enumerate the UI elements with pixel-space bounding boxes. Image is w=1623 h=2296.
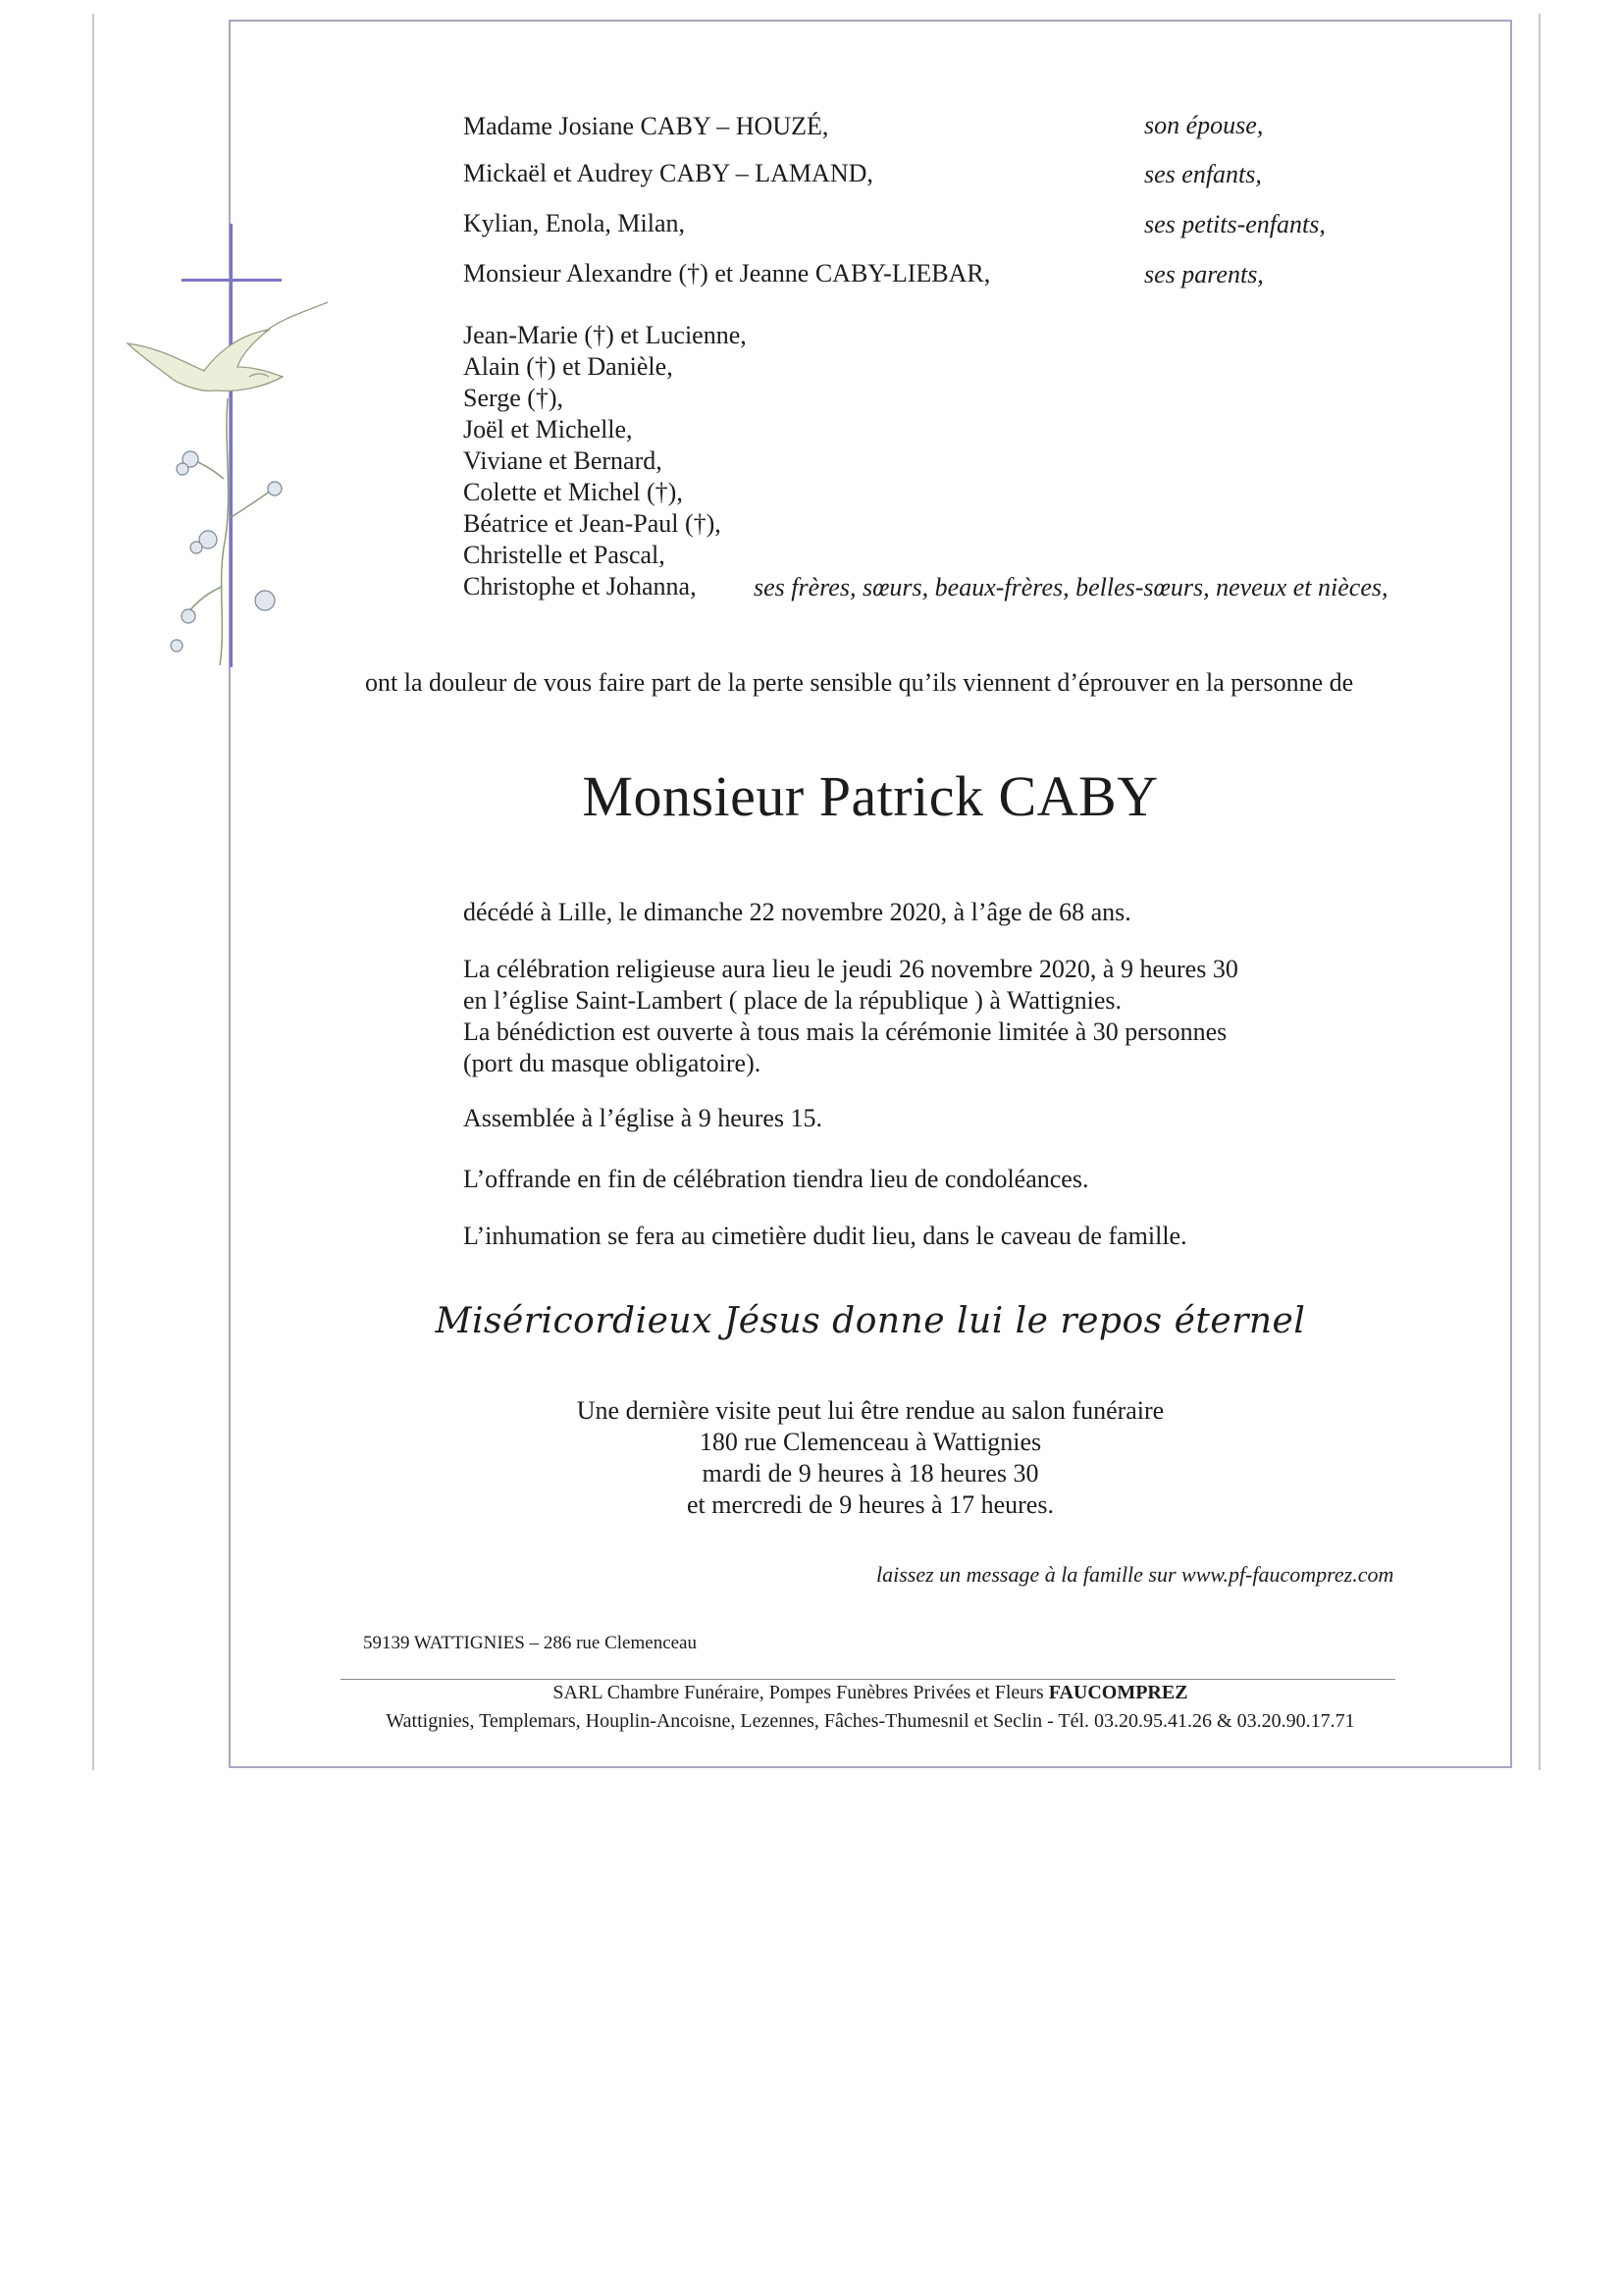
- siblings-relation: ses frères, sœurs, beaux-frères, belles-sœurs, neveux et nièces,: [754, 573, 1388, 601]
- family-relation-2: ses enfants,: [1144, 160, 1262, 188]
- family-relation-4: ses parents,: [1144, 260, 1264, 288]
- flowers-icon: [171, 451, 282, 652]
- list-item: Christophe et Johanna,: [463, 572, 697, 600]
- list-item: Viviane et Bernard,: [463, 446, 662, 475]
- family-name-3: Kylian, Enola, Milan,: [463, 209, 686, 237]
- list-item: Christelle et Pascal,: [463, 541, 665, 569]
- family-relation-3: ses petits-enfants,: [1144, 210, 1326, 238]
- visit-line: 180 rue Clemenceau à Wattignies: [699, 1428, 1042, 1456]
- footer-locations: Wattignies, Templemars, Houplin-Ancoisne, Lezennes, Fâches-Thumesnil et Seclin - Tél. 03.20.95.41.26 & 03.20.90.17.71: [386, 1710, 1355, 1732]
- list-item: Joël et Michelle,: [463, 415, 633, 444]
- family-relation-1: son épouse,: [1144, 111, 1264, 139]
- offering-details: L’offrande en fin de célébration tiendra lieu de condoléances.: [463, 1165, 1089, 1193]
- message-link[interactable]: laissez un message à la famille sur www.pf-faucomprez.com: [876, 1562, 1394, 1587]
- ceremony-details: [463, 954, 1238, 1079]
- visit-line: et mercredi de 9 heures à 17 heures.: [687, 1490, 1054, 1519]
- deceased-name: Monsieur Patrick CABY: [582, 764, 1159, 828]
- family-name-1: Madame Josiane CABY – HOUZÉ,: [463, 112, 829, 140]
- footer-company: [229, 1682, 1512, 1704]
- list-item: Serge (†),: [463, 384, 564, 412]
- ceremony-line: (port du masque obligatoire).: [463, 1049, 761, 1077]
- footer-address: 59139 WATTIGNIES – 286 rue Clemenceau: [363, 1633, 697, 1653]
- scan-edge-right: [1539, 14, 1541, 1770]
- visit-line: mardi de 9 heures à 18 heures 30: [702, 1459, 1039, 1487]
- prayer-text: Miséricordieux Jésus donne lui le repos éternel: [435, 1301, 1306, 1341]
- list-item: Alain (†) et Danièle,: [463, 352, 673, 381]
- visit-line: Une dernière visite peut lui être rendue au salon funéraire: [576, 1396, 1165, 1425]
- ceremony-line: La bénédiction est ouverte à tous mais la cérémonie limitée à 30 personnes: [463, 1018, 1228, 1046]
- ceremony-line: en l’église Saint-Lambert ( place de la république ) à Wattignies.: [463, 986, 1123, 1015]
- company-prefix: SARL Chambre Funéraire, Pompes Funèbres Privées et Fleurs: [552, 1682, 1044, 1703]
- ceremony-line: La célébration religieuse aura lieu le jeudi 26 novembre 2020, à 9 heures 30: [463, 955, 1238, 983]
- list-item: Colette et Michel (†),: [463, 478, 683, 506]
- company-name: FAUCOMPREZ: [1048, 1682, 1188, 1703]
- list-item: Béatrice et Jean-Paul (†),: [463, 509, 721, 538]
- cross-dove-decoration: [118, 224, 343, 685]
- family-name-4: Monsieur Alexandre (†) et Jeanne CABY-LIEBAR,: [463, 259, 991, 287]
- announcement-text: ont la douleur de vous faire part de la perte sensible qu’ils viennent d’éprouver en la personne de: [365, 668, 1354, 697]
- scan-edge-left: [92, 14, 94, 1770]
- dove-icon: [128, 302, 328, 391]
- family-name-2: Mickaël et Audrey CABY – LAMAND,: [463, 159, 873, 187]
- list-item: Jean-Marie (†) et Lucienne,: [463, 321, 747, 349]
- burial-details: L’inhumation se fera au cimetière dudit lieu, dans le caveau de famille.: [463, 1222, 1187, 1250]
- visit-info: [229, 1395, 1512, 1521]
- siblings-list: [463, 320, 747, 602]
- assembly-details: Assemblée à l’église à 9 heures 15.: [463, 1104, 823, 1132]
- death-details: décédé à Lille, le dimanche 22 novembre 2020, à l’âge de 68 ans.: [463, 898, 1131, 926]
- footer-divider: [340, 1679, 1395, 1680]
